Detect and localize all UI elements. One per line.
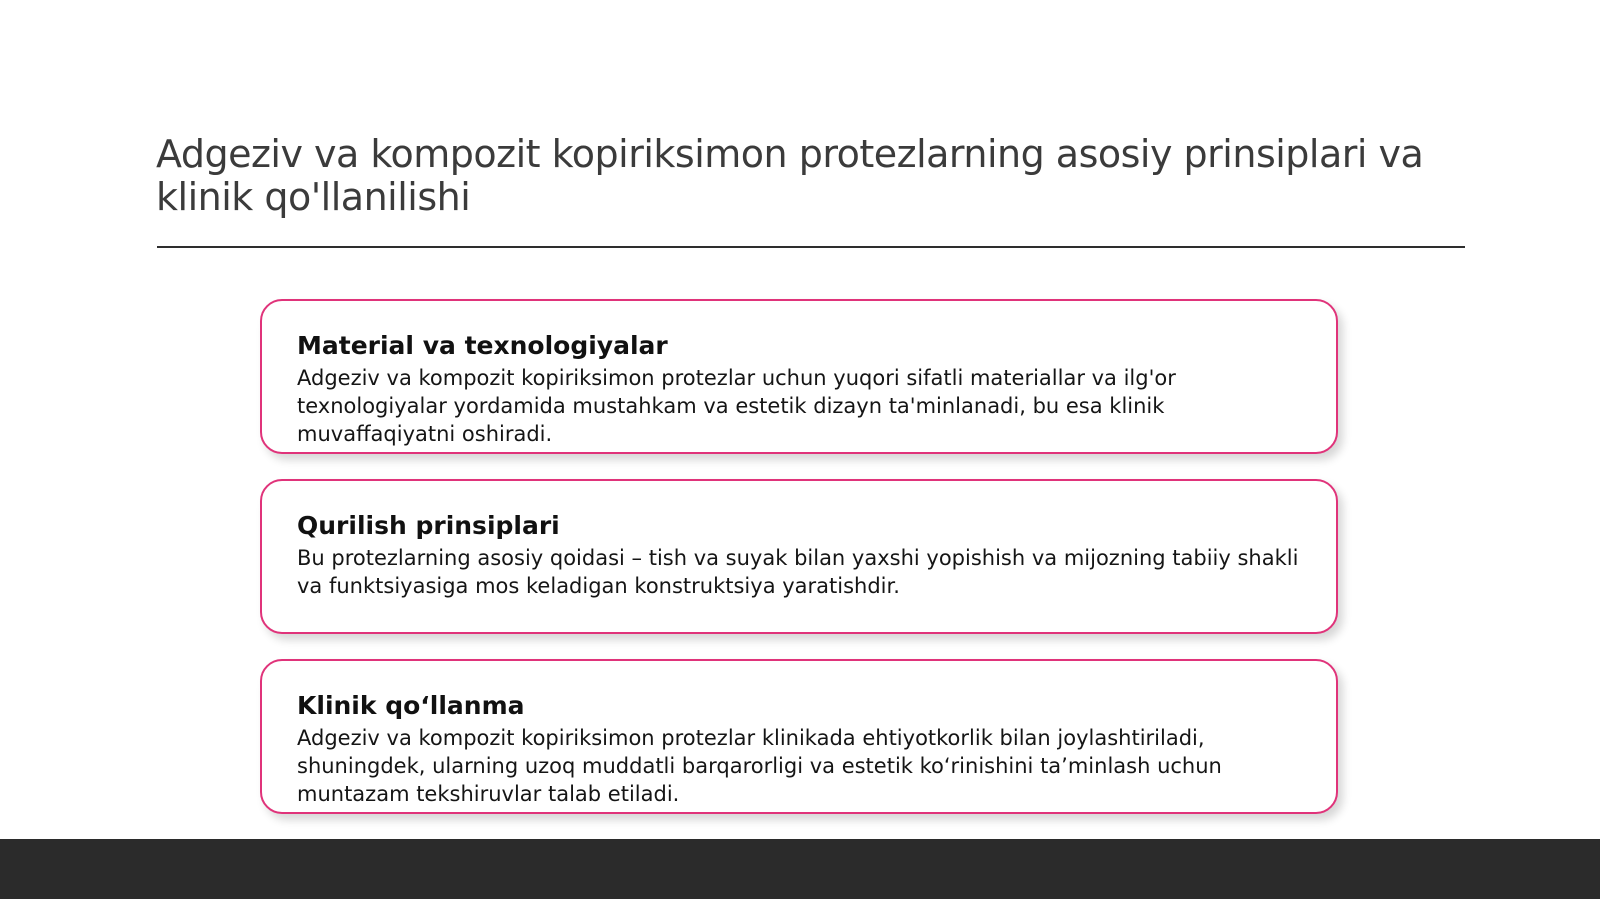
- card-clinical-guide: [260, 659, 1338, 814]
- card-heading: Material va texnologiyalar: [297, 331, 668, 360]
- card-heading: Qurilish prinsiplari: [297, 511, 560, 540]
- title-divider: [157, 246, 1465, 248]
- footer-bar: [0, 839, 1600, 899]
- slide-title: Adgeziv va kompozit kopiriksimon protezlarning asosiy prinsiplari va klinik qo'llanilishi: [156, 132, 1424, 219]
- card-construction-principles: [260, 479, 1338, 634]
- card-materials: [260, 299, 1338, 454]
- card-body-text: Adgeziv va kompozit kopiriksimon protezlar klinikada ehtiyotkorlik bilan joylashtiriladi, shuningdek, ularning uzoq muddatli barqarorligi va estetik ko‘rinishini ta’minlash uchun muntazam tekshiruvlar talab etiladi.: [297, 726, 1222, 806]
- card-body-text: Adgeziv va kompozit kopiriksimon protezlar uchun yuqori sifatli materiallar va ilg'or texnologiyalar yordamida mustahkam va estetik dizayn ta'minlanadi, bu esa klinik muvaffaqiyatni oshiradi.: [297, 366, 1176, 446]
- card-body-text: Bu protezlarning asosiy qoidasi – tish va suyak bilan yaxshi yopishish va mijozning tabiiy shakli va funktsiyasiga mos keladigan konstruktsiya yaratishdir.: [297, 546, 1299, 598]
- card-heading: Klinik qo‘llanma: [297, 691, 525, 720]
